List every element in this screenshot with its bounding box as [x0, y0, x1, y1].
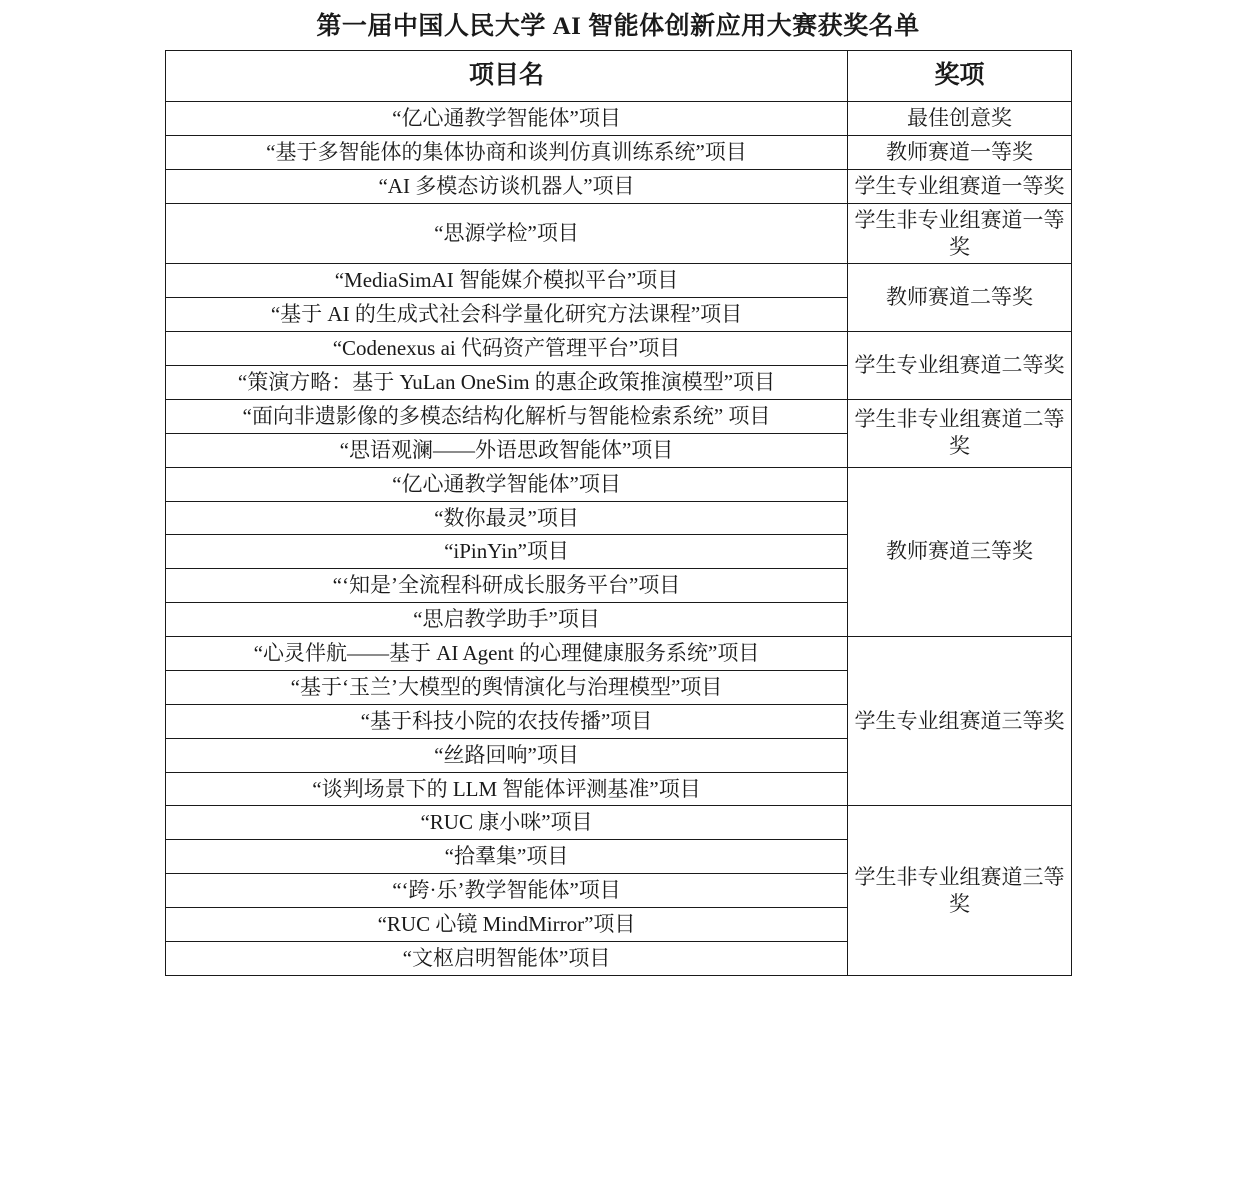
cell-project-name: “策演方略：基于 YuLan OneSim 的惠企政策推演模型”项目 [166, 366, 848, 400]
cell-project-name: “亿心通教学智能体”项目 [166, 467, 848, 501]
cell-project-name: “谈判场景下的 LLM 智能体评测基准”项目 [166, 772, 848, 806]
cell-project-name: “思源学检”项目 [166, 203, 848, 264]
cell-project-name: “数你最灵”项目 [166, 501, 848, 535]
cell-award-name: 学生专业组赛道三等奖 [848, 637, 1072, 806]
award-table-wrapper [165, 50, 1071, 976]
table-row [166, 203, 1072, 264]
page-title: 第一届中国人民大学 AI 智能体创新应用大赛获奖名单 [316, 13, 920, 40]
cell-award-name: 学生非专业组赛道三等奖 [848, 806, 1072, 975]
cell-project-name: “基于多智能体的集体协商和谈判仿真训练系统”项目 [166, 135, 848, 169]
table-head [166, 51, 1072, 102]
cell-project-name: “拾羣集”项目 [166, 840, 848, 874]
cell-award-name: 学生专业组赛道二等奖 [848, 332, 1072, 400]
cell-award-name: 教师赛道二等奖 [848, 264, 1072, 332]
cell-award-name: 学生非专业组赛道二等奖 [848, 399, 1072, 467]
cell-project-name: “基于‘玉兰’大模型的舆情演化与治理模型”项目 [166, 670, 848, 704]
cell-project-name: “思语观澜——外语思政智能体”项目 [166, 433, 848, 467]
cell-project-name: “RUC 心镜 MindMirror”项目 [166, 908, 848, 942]
table-row [166, 637, 1072, 671]
table-body [166, 102, 1072, 976]
table-row [166, 135, 1072, 169]
cell-project-name: “基于科技小院的农技传播”项目 [166, 704, 848, 738]
column-header-project: 项目名 [166, 51, 848, 102]
cell-project-name: “面向非遗影像的多模态结构化解析与智能检索系统” 项目 [166, 399, 848, 433]
cell-project-name: “AI 多模态访谈机器人”项目 [166, 169, 848, 203]
cell-project-name: “亿心通教学智能体”项目 [166, 102, 848, 136]
table-row [166, 169, 1072, 203]
cell-award-name: 教师赛道三等奖 [848, 467, 1072, 636]
cell-project-name: “MediaSimAI 智能媒介模拟平台”项目 [166, 264, 848, 298]
cell-project-name: “丝路回响”项目 [166, 738, 848, 772]
table-row [166, 332, 1072, 366]
table-row [166, 806, 1072, 840]
cell-award-name: 最佳创意奖 [848, 102, 1072, 136]
cell-project-name: “RUC 康小咪”项目 [166, 806, 848, 840]
award-table [165, 50, 1072, 976]
cell-project-name: “心灵伴航——基于 AI Agent 的心理健康服务系统”项目 [166, 637, 848, 671]
cell-project-name: “‘知是’全流程科研成长服务平台”项目 [166, 569, 848, 603]
cell-project-name: “Codenexus ai 代码资产管理平台”项目 [166, 332, 848, 366]
table-row [166, 467, 1072, 501]
table-row [166, 102, 1072, 136]
cell-project-name: “iPinYin”项目 [166, 535, 848, 569]
table-row [166, 399, 1072, 433]
table-row [166, 264, 1072, 298]
cell-award-name: 学生专业组赛道一等奖 [848, 169, 1072, 203]
table-header-row [166, 51, 1072, 102]
cell-award-name: 教师赛道一等奖 [848, 135, 1072, 169]
cell-project-name: “思启教学助手”项目 [166, 603, 848, 637]
cell-project-name: “‘跨·乐’教学智能体”项目 [166, 874, 848, 908]
cell-project-name: “基于 AI 的生成式社会科学量化研究方法课程”项目 [166, 298, 848, 332]
cell-award-name: 学生非专业组赛道一等奖 [848, 203, 1072, 264]
cell-project-name: “文枢启明智能体”项目 [166, 941, 848, 975]
column-header-award: 奖项 [848, 51, 1072, 102]
